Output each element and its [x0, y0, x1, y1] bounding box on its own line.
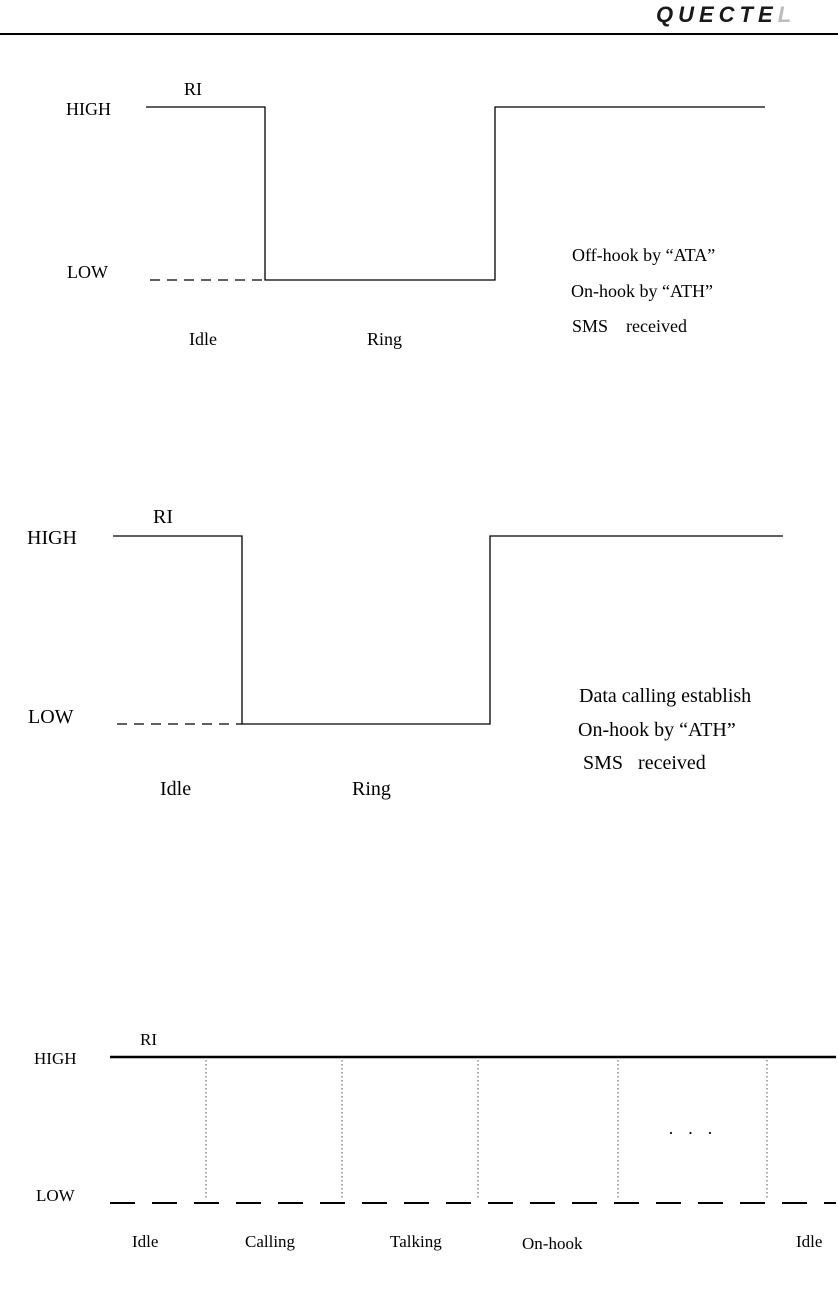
event-label-3: SMS received [572, 316, 687, 336]
signal-label-2: RI [153, 506, 173, 528]
event-label-2: On-hook by “ATH” [571, 281, 713, 301]
event-label-1: Data calling establish [579, 685, 752, 707]
event-label-2: On-hook by “ATH” [578, 719, 736, 741]
quectel-logo: QUECTEL [656, 2, 797, 27]
phase-label-talking: Talking [390, 1232, 442, 1251]
low-label-3: LOW [36, 1186, 75, 1205]
high-label-2: HIGH [27, 527, 77, 549]
event-label-1: Off-hook by “ATA” [572, 245, 716, 265]
phase-label-ring-2: Ring [352, 778, 391, 800]
phase-label-idle-end: Idle [796, 1232, 823, 1251]
phase-label-on-hook: On-hook [522, 1234, 583, 1253]
phase-label-ring-1: Ring [367, 329, 403, 349]
ellipsis: · · · [668, 1123, 713, 1143]
phase-label-idle-2: Idle [160, 778, 192, 800]
signal-label-1: RI [184, 79, 202, 99]
low-label-2: LOW [28, 706, 74, 728]
phase-label-idle-1: Idle [189, 329, 217, 349]
event-label-3: SMS received [583, 752, 706, 774]
low-label-1: LOW [67, 262, 108, 282]
high-label-1: HIGH [66, 99, 111, 119]
high-label-3: HIGH [34, 1049, 77, 1068]
phase-label-calling: Calling [245, 1232, 296, 1251]
phase-label-idle: Idle [132, 1232, 159, 1251]
signal-label-3: RI [140, 1030, 157, 1049]
